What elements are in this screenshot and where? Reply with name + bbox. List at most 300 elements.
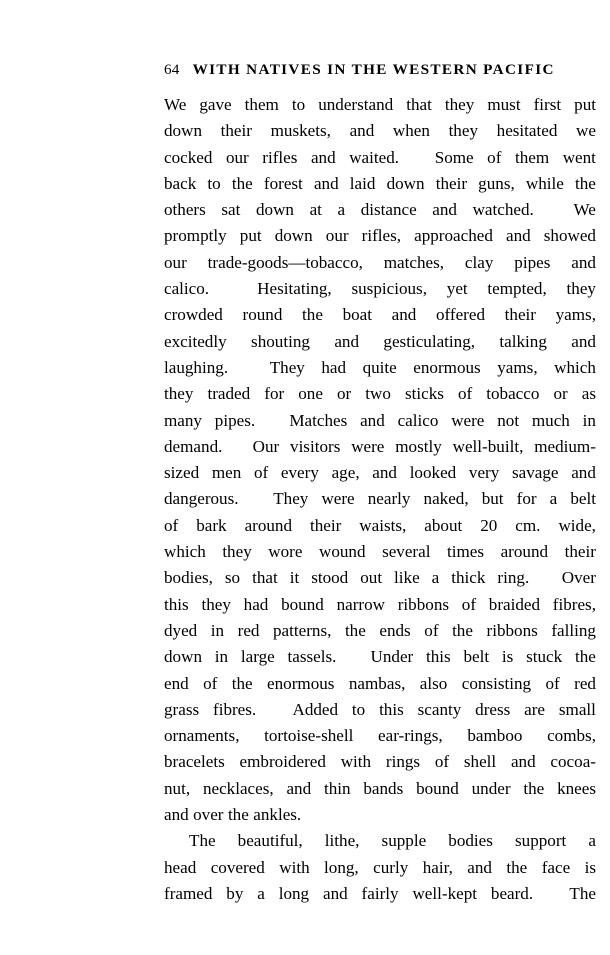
- word: knees: [557, 778, 596, 798]
- word: were: [321, 489, 355, 509]
- word: very: [468, 463, 500, 483]
- text-line: [164, 92, 596, 118]
- word: or: [553, 384, 568, 404]
- word: savage: [512, 463, 559, 483]
- word: covered: [210, 857, 265, 877]
- word: stood: [311, 568, 349, 588]
- word: beard.: [490, 883, 534, 903]
- text-line: [164, 329, 596, 355]
- word: of: [424, 620, 439, 640]
- word: and: [313, 173, 339, 193]
- word: calico: [397, 410, 439, 430]
- word: visitors: [290, 436, 341, 456]
- word: scanty: [417, 699, 462, 719]
- word: age,: [331, 463, 360, 483]
- word: supple: [381, 831, 427, 851]
- word: dangerous.: [164, 489, 239, 509]
- word: several: [382, 542, 431, 562]
- word: bracelets: [164, 752, 225, 772]
- word: also: [419, 673, 448, 693]
- word: and: [571, 252, 596, 272]
- word: belt: [463, 647, 490, 667]
- word: looked: [409, 463, 457, 483]
- word: trade-goods—tobacco,: [207, 252, 363, 272]
- word: rifles: [262, 147, 298, 167]
- word: quite: [362, 357, 397, 377]
- word: the: [302, 305, 323, 325]
- word: excitedly: [164, 331, 227, 351]
- word: They: [273, 489, 309, 509]
- word: of: [487, 147, 502, 167]
- word: their: [220, 121, 252, 141]
- word: every: [280, 463, 319, 483]
- word: they: [164, 384, 194, 404]
- text-line: [164, 145, 596, 171]
- word: of: [545, 673, 560, 693]
- word: red: [574, 673, 596, 693]
- text-line: [164, 513, 596, 539]
- word: yams,: [555, 305, 596, 325]
- word: in: [210, 620, 225, 640]
- word: around: [244, 515, 293, 535]
- word: yet: [446, 279, 468, 299]
- word: and: [286, 778, 312, 798]
- word: much: [531, 410, 570, 430]
- word: crowded: [164, 305, 223, 325]
- word: bound: [281, 594, 324, 614]
- word: lithe,: [324, 831, 360, 851]
- word: bound: [416, 778, 459, 798]
- word: enormous: [413, 357, 481, 377]
- word: had: [243, 594, 269, 614]
- word: about: [424, 515, 463, 535]
- word: Hesitating,: [257, 279, 332, 299]
- text-line: [164, 355, 596, 381]
- word: but: [481, 489, 504, 509]
- word: around: [500, 542, 549, 562]
- word: their: [435, 173, 468, 193]
- text-line: [164, 855, 596, 881]
- word: Added: [292, 699, 339, 719]
- word: dyed: [164, 620, 198, 640]
- word: their: [564, 542, 596, 562]
- word: ear-rings,: [378, 726, 443, 746]
- text-line: [164, 118, 596, 144]
- word: tortoise-shell: [264, 726, 354, 746]
- text-line: [164, 171, 596, 197]
- word: men: [211, 463, 242, 483]
- word: laid: [349, 173, 376, 193]
- word: a: [257, 883, 265, 903]
- word: fairly: [361, 883, 399, 903]
- word: first: [533, 95, 562, 114]
- word: out: [360, 568, 383, 588]
- sentence-gap: [549, 197, 558, 223]
- word: had: [321, 357, 347, 377]
- text-line: [164, 250, 596, 276]
- paragraph: [164, 92, 596, 828]
- word: 20: [480, 515, 498, 535]
- sentence-gap: [349, 644, 358, 670]
- word: back: [164, 173, 197, 193]
- word: ends: [379, 620, 411, 640]
- word: over: [193, 805, 224, 825]
- word: enormous: [267, 673, 335, 693]
- word: grass: [164, 699, 200, 719]
- paragraph: [164, 828, 596, 907]
- text-line: [164, 302, 596, 328]
- word: were: [451, 410, 485, 430]
- text-line: [164, 276, 596, 302]
- word: distance: [360, 200, 417, 220]
- word: of: [434, 752, 450, 772]
- sentence-gap: [541, 565, 550, 591]
- word: while: [525, 173, 564, 193]
- word: calico.: [164, 279, 210, 299]
- word: pipes.: [214, 410, 256, 430]
- word: is: [584, 857, 596, 877]
- word: combs,: [547, 726, 596, 746]
- word: that: [252, 568, 278, 588]
- text-line: [164, 486, 596, 512]
- word: belt: [570, 489, 596, 509]
- word: Matches: [289, 410, 348, 430]
- word: to: [351, 699, 366, 719]
- word: red: [237, 620, 260, 640]
- word: or: [336, 384, 352, 404]
- word: were: [351, 436, 385, 456]
- word: down: [164, 647, 202, 667]
- word: must: [487, 95, 521, 114]
- word: this: [426, 647, 451, 667]
- word: wore: [268, 542, 303, 562]
- word: of: [461, 594, 477, 614]
- word: the: [506, 857, 528, 877]
- word: and: [372, 463, 397, 483]
- word: them: [514, 147, 550, 167]
- word: are: [524, 699, 546, 719]
- word: put: [574, 95, 596, 114]
- word: We: [573, 200, 596, 220]
- word: ribbons: [486, 620, 538, 640]
- word: down: [164, 121, 202, 141]
- word: and: [505, 226, 531, 246]
- word: to: [291, 95, 306, 114]
- word: tassels.: [287, 647, 337, 667]
- word: this: [379, 699, 404, 719]
- text-line: [164, 697, 596, 723]
- word: framed: [164, 883, 213, 903]
- word: of: [203, 673, 218, 693]
- word: and: [571, 331, 596, 351]
- word: fibres.: [213, 699, 257, 719]
- word: our: [225, 147, 249, 167]
- word: the: [231, 173, 253, 193]
- word: falling: [551, 620, 596, 640]
- text-line: [164, 644, 596, 670]
- text-line: [164, 197, 596, 223]
- word: embroidered: [239, 752, 326, 772]
- text-line: [164, 749, 596, 775]
- word: Under: [370, 647, 414, 667]
- word: two: [365, 384, 391, 404]
- word: and: [510, 752, 536, 772]
- word: tempted,: [487, 279, 547, 299]
- word: and: [391, 305, 417, 325]
- word: demand.: [164, 436, 223, 456]
- word: others: [164, 200, 206, 220]
- word: the: [452, 620, 473, 640]
- word: of: [253, 463, 269, 483]
- word: down: [255, 200, 294, 220]
- word: naked,: [423, 489, 469, 509]
- word: which: [164, 542, 206, 562]
- word: the: [574, 647, 596, 667]
- sentence-gap: [252, 486, 261, 512]
- word: they: [448, 121, 478, 141]
- word: nearly: [367, 489, 411, 509]
- word: in: [214, 647, 229, 667]
- word: laughing.: [164, 357, 229, 377]
- word: a: [337, 200, 346, 220]
- word: face: [541, 857, 571, 877]
- word: they: [566, 279, 596, 299]
- word: consisting: [461, 673, 532, 693]
- word: talking: [499, 331, 547, 351]
- word: their: [310, 515, 342, 535]
- word: Over: [561, 568, 596, 588]
- word: the: [231, 673, 253, 693]
- word: of: [164, 515, 179, 535]
- word: tobacco: [486, 384, 540, 404]
- word: wide,: [558, 515, 596, 535]
- word: medium-: [534, 436, 596, 456]
- word: bark: [196, 515, 227, 535]
- word: waists,: [359, 515, 407, 535]
- word: hesitated: [496, 121, 558, 141]
- word: sat: [221, 200, 241, 220]
- word: and: [360, 410, 385, 430]
- word: ankles.: [253, 805, 302, 825]
- text-line: [164, 434, 596, 460]
- word: is: [501, 647, 514, 667]
- word: stuck: [526, 647, 563, 667]
- word: bands: [363, 778, 404, 798]
- word: their: [504, 305, 536, 325]
- body-text: [164, 92, 596, 907]
- word: wound: [318, 542, 366, 562]
- word: boat: [342, 305, 372, 325]
- word: sticks: [404, 384, 444, 404]
- word: narrow: [336, 594, 385, 614]
- running-head-title: WITH NATIVES IN THE WESTERN PACIFIC: [192, 61, 555, 78]
- word: and: [467, 857, 492, 877]
- word: Some: [434, 147, 474, 167]
- word: times: [447, 542, 485, 562]
- word: cocoa-: [550, 752, 596, 772]
- sentence-gap: [229, 276, 238, 302]
- word: and: [322, 883, 348, 903]
- word: muskets,: [270, 121, 331, 141]
- text-line: [164, 408, 596, 434]
- word: yams,: [497, 357, 538, 377]
- word: went: [562, 147, 596, 167]
- word: by: [226, 883, 244, 903]
- word: hair,: [422, 857, 453, 877]
- word: of: [457, 384, 473, 404]
- word: a: [588, 831, 596, 851]
- word: We: [164, 95, 187, 114]
- word: curly: [373, 857, 409, 877]
- word: shouting: [251, 331, 310, 351]
- sentence-gap: [268, 408, 277, 434]
- word: showed: [543, 226, 596, 246]
- word: and: [310, 147, 336, 167]
- text-line: [164, 460, 596, 486]
- word: head: [164, 857, 197, 877]
- page-number: 64: [164, 61, 180, 78]
- text-line: [164, 828, 596, 854]
- word: support: [515, 831, 567, 851]
- word: thin: [323, 778, 351, 798]
- word: ring.: [497, 568, 530, 588]
- word: suspicious,: [351, 279, 427, 299]
- text-line: [164, 592, 596, 618]
- word: many: [164, 410, 202, 430]
- word: understand: [318, 95, 394, 114]
- word: matches,: [383, 252, 445, 272]
- word: the: [523, 778, 545, 798]
- word: down: [386, 173, 425, 193]
- word: put: [239, 226, 262, 246]
- word: necklaces,: [202, 778, 274, 798]
- word: guns,: [478, 173, 515, 193]
- word: in: [582, 410, 596, 430]
- word: waited.: [349, 147, 400, 167]
- word: and: [571, 463, 596, 483]
- word: one: [298, 384, 323, 404]
- sentence-gap: [270, 697, 279, 723]
- word: long,: [324, 857, 359, 877]
- word: the: [575, 173, 596, 193]
- word: we: [576, 121, 596, 141]
- word: end: [164, 673, 189, 693]
- sentence-gap: [413, 145, 422, 171]
- word: well-built,: [452, 436, 524, 456]
- word: ribbons: [397, 594, 450, 614]
- word: long: [278, 883, 310, 903]
- word: our: [164, 252, 187, 272]
- word: with: [279, 857, 310, 877]
- word: offered: [435, 305, 486, 325]
- word: traded: [207, 384, 251, 404]
- text-line: [164, 618, 596, 644]
- word: a: [549, 489, 558, 509]
- word: for: [264, 384, 285, 404]
- word: shell: [463, 752, 497, 772]
- text-line: [164, 565, 596, 591]
- word: patterns,: [273, 620, 332, 640]
- word: cm.: [515, 515, 541, 535]
- text-line: [164, 776, 596, 802]
- word: approached: [414, 226, 493, 246]
- word: which: [554, 357, 596, 377]
- word: they: [444, 95, 475, 114]
- word: bodies,: [164, 568, 213, 588]
- word: rings: [385, 752, 421, 772]
- word: this: [164, 594, 189, 614]
- text-line: [164, 723, 596, 749]
- word: they: [201, 594, 231, 614]
- word: bamboo: [467, 726, 523, 746]
- word: watched.: [472, 200, 534, 220]
- text-line: [164, 223, 596, 249]
- word: braided: [488, 594, 541, 614]
- word: it: [289, 568, 300, 588]
- word: like: [394, 568, 420, 588]
- word: beautiful,: [237, 831, 303, 851]
- word: and: [334, 331, 360, 351]
- word: our: [325, 226, 349, 246]
- word: they: [222, 542, 252, 562]
- text-line: [164, 802, 596, 828]
- word: nambas,: [348, 673, 406, 693]
- text-line: [164, 671, 596, 697]
- word: and: [432, 200, 457, 220]
- word: promptly: [164, 226, 227, 246]
- sentence-gap: [233, 434, 242, 460]
- word: as: [581, 384, 596, 404]
- word: thick: [451, 568, 486, 588]
- word: small: [558, 699, 596, 719]
- word: so: [224, 568, 241, 588]
- word: the: [227, 805, 249, 825]
- word: ornaments,: [164, 726, 240, 746]
- word: bodies: [448, 831, 493, 851]
- word: down: [274, 226, 313, 246]
- word: cocked: [164, 147, 213, 167]
- text-line: [164, 381, 596, 407]
- word: with: [340, 752, 372, 772]
- running-head: [164, 58, 596, 82]
- word: Our: [252, 436, 280, 456]
- word: under: [471, 778, 511, 798]
- word: and: [164, 805, 189, 825]
- sentence-gap: [547, 881, 556, 907]
- word: rifles,: [361, 226, 402, 246]
- word: The: [189, 831, 216, 851]
- word: pipes: [514, 252, 551, 272]
- word: sized: [164, 463, 200, 483]
- word: forest: [263, 173, 303, 193]
- sentence-gap: [245, 355, 254, 381]
- word: a: [431, 568, 440, 588]
- text-line: [164, 539, 596, 565]
- word: fibres,: [552, 594, 596, 614]
- word: that: [406, 95, 432, 114]
- text-line: [164, 881, 596, 907]
- word: They: [269, 357, 305, 377]
- word: for: [516, 489, 537, 509]
- word: when: [392, 121, 430, 141]
- word: the: [344, 620, 366, 640]
- word: to: [207, 173, 221, 193]
- word: at: [309, 200, 322, 220]
- word: not: [497, 410, 520, 430]
- word: round: [242, 305, 283, 325]
- word: clay: [464, 252, 494, 272]
- word: and: [349, 121, 375, 141]
